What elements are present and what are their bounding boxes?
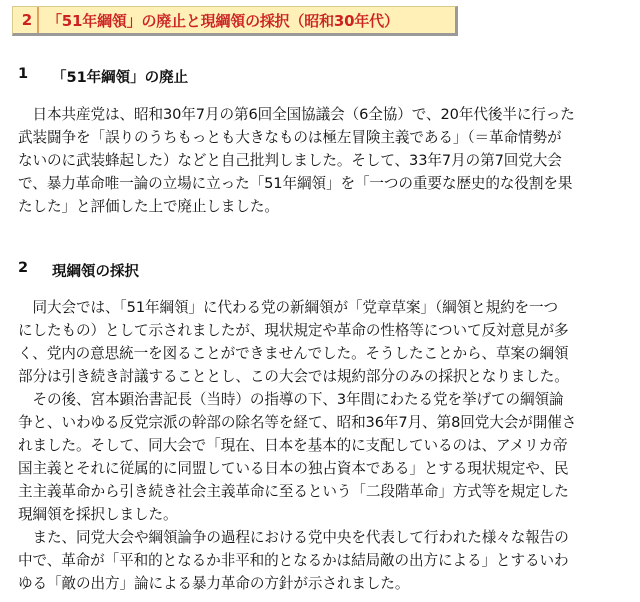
chapter-title: 「51年綱領」の廃止と現綱領の採択（昭和30年代）	[47, 11, 399, 30]
paragraph-line: 争と、いわゆる反党宗派の幹部の除名等を経て、昭和36年7月、第8回党大会が開催さ	[18, 414, 577, 431]
paragraph-line: たした」と評価した上で廃止しました。	[18, 198, 279, 215]
paragraph-line: 現綱領を採択しました。	[18, 506, 178, 523]
paragraph-line: その後、宮本顕治書記長（当時）の指導の下、3年間にわたる党を挙げての綱領論	[18, 391, 564, 408]
paragraph-line: れました。そして、同大会で「現在、日本を基本的に支配しているのは、アメリカ帝	[18, 437, 568, 454]
paragraph-line: ゆる「敵の出方」論による暴力革命の方針が示されました。	[18, 575, 410, 592]
chapter-number: 2	[17, 7, 39, 33]
section-title: 現綱領の採択	[52, 264, 139, 280]
paragraph-line: く、党内の意思統一を図ることができませんでした。そうしたことから、草案の綱領	[18, 345, 569, 362]
section-number: 2	[18, 260, 29, 276]
paragraph-line: にしたもの）として示されましたが、現状規定や革命の性格等について反対意見が多	[18, 322, 569, 339]
section-1-paragraph	[18, 103, 620, 218]
paragraph-line: また、同党大会や綱領論争の過程における党中央を代表して行われた様々な報告の	[18, 529, 569, 546]
paragraph-line: 中で、革命が「平和的となるか非平和的となるかは結局敵の出方による」とするいわ	[18, 552, 569, 569]
paragraph-line: 武装闘争を「誤りのうちもっとも大きなものは極左冒険主義である」（＝革命情勢が	[18, 129, 562, 146]
paragraph-line: 同大会では、「51年綱領」に代わる党の新綱領が「党章草案」（綱領と規約を一つ	[18, 299, 559, 316]
paragraph-line: 国主義とそれに従属的に同盟している日本の独占資本である」とする現状規定や、民	[18, 460, 569, 477]
paragraph-line: 主主義革命から引き続き社会主義革命に至るという「二段階革命」方式等を規定した	[18, 483, 569, 500]
section-title: 「51年綱領」の廃止	[52, 70, 189, 86]
chapter-header	[12, 6, 458, 36]
section-heading-1	[18, 66, 188, 87]
paragraph-line: で、暴力革命唯一論の立場に立った「51年綱領」を「一つの重要な歴史的な役割を果	[18, 175, 573, 192]
section-2-paragraph	[18, 296, 620, 595]
paragraph-line: 日本共産党は、昭和30年7月の第6回全国協議会（6全協）で、20年代後半に行った	[18, 106, 575, 123]
section-heading-2	[18, 260, 139, 281]
paragraph-line: 部分は引き続き討議することとし、この大会では規約部分のみの採択となりました。	[18, 368, 569, 385]
section-number: 1	[18, 66, 29, 82]
paragraph-line: ないのに武装蜂起した）などと自己批判しました。そして、33年7月の第7回党大会	[18, 152, 562, 169]
